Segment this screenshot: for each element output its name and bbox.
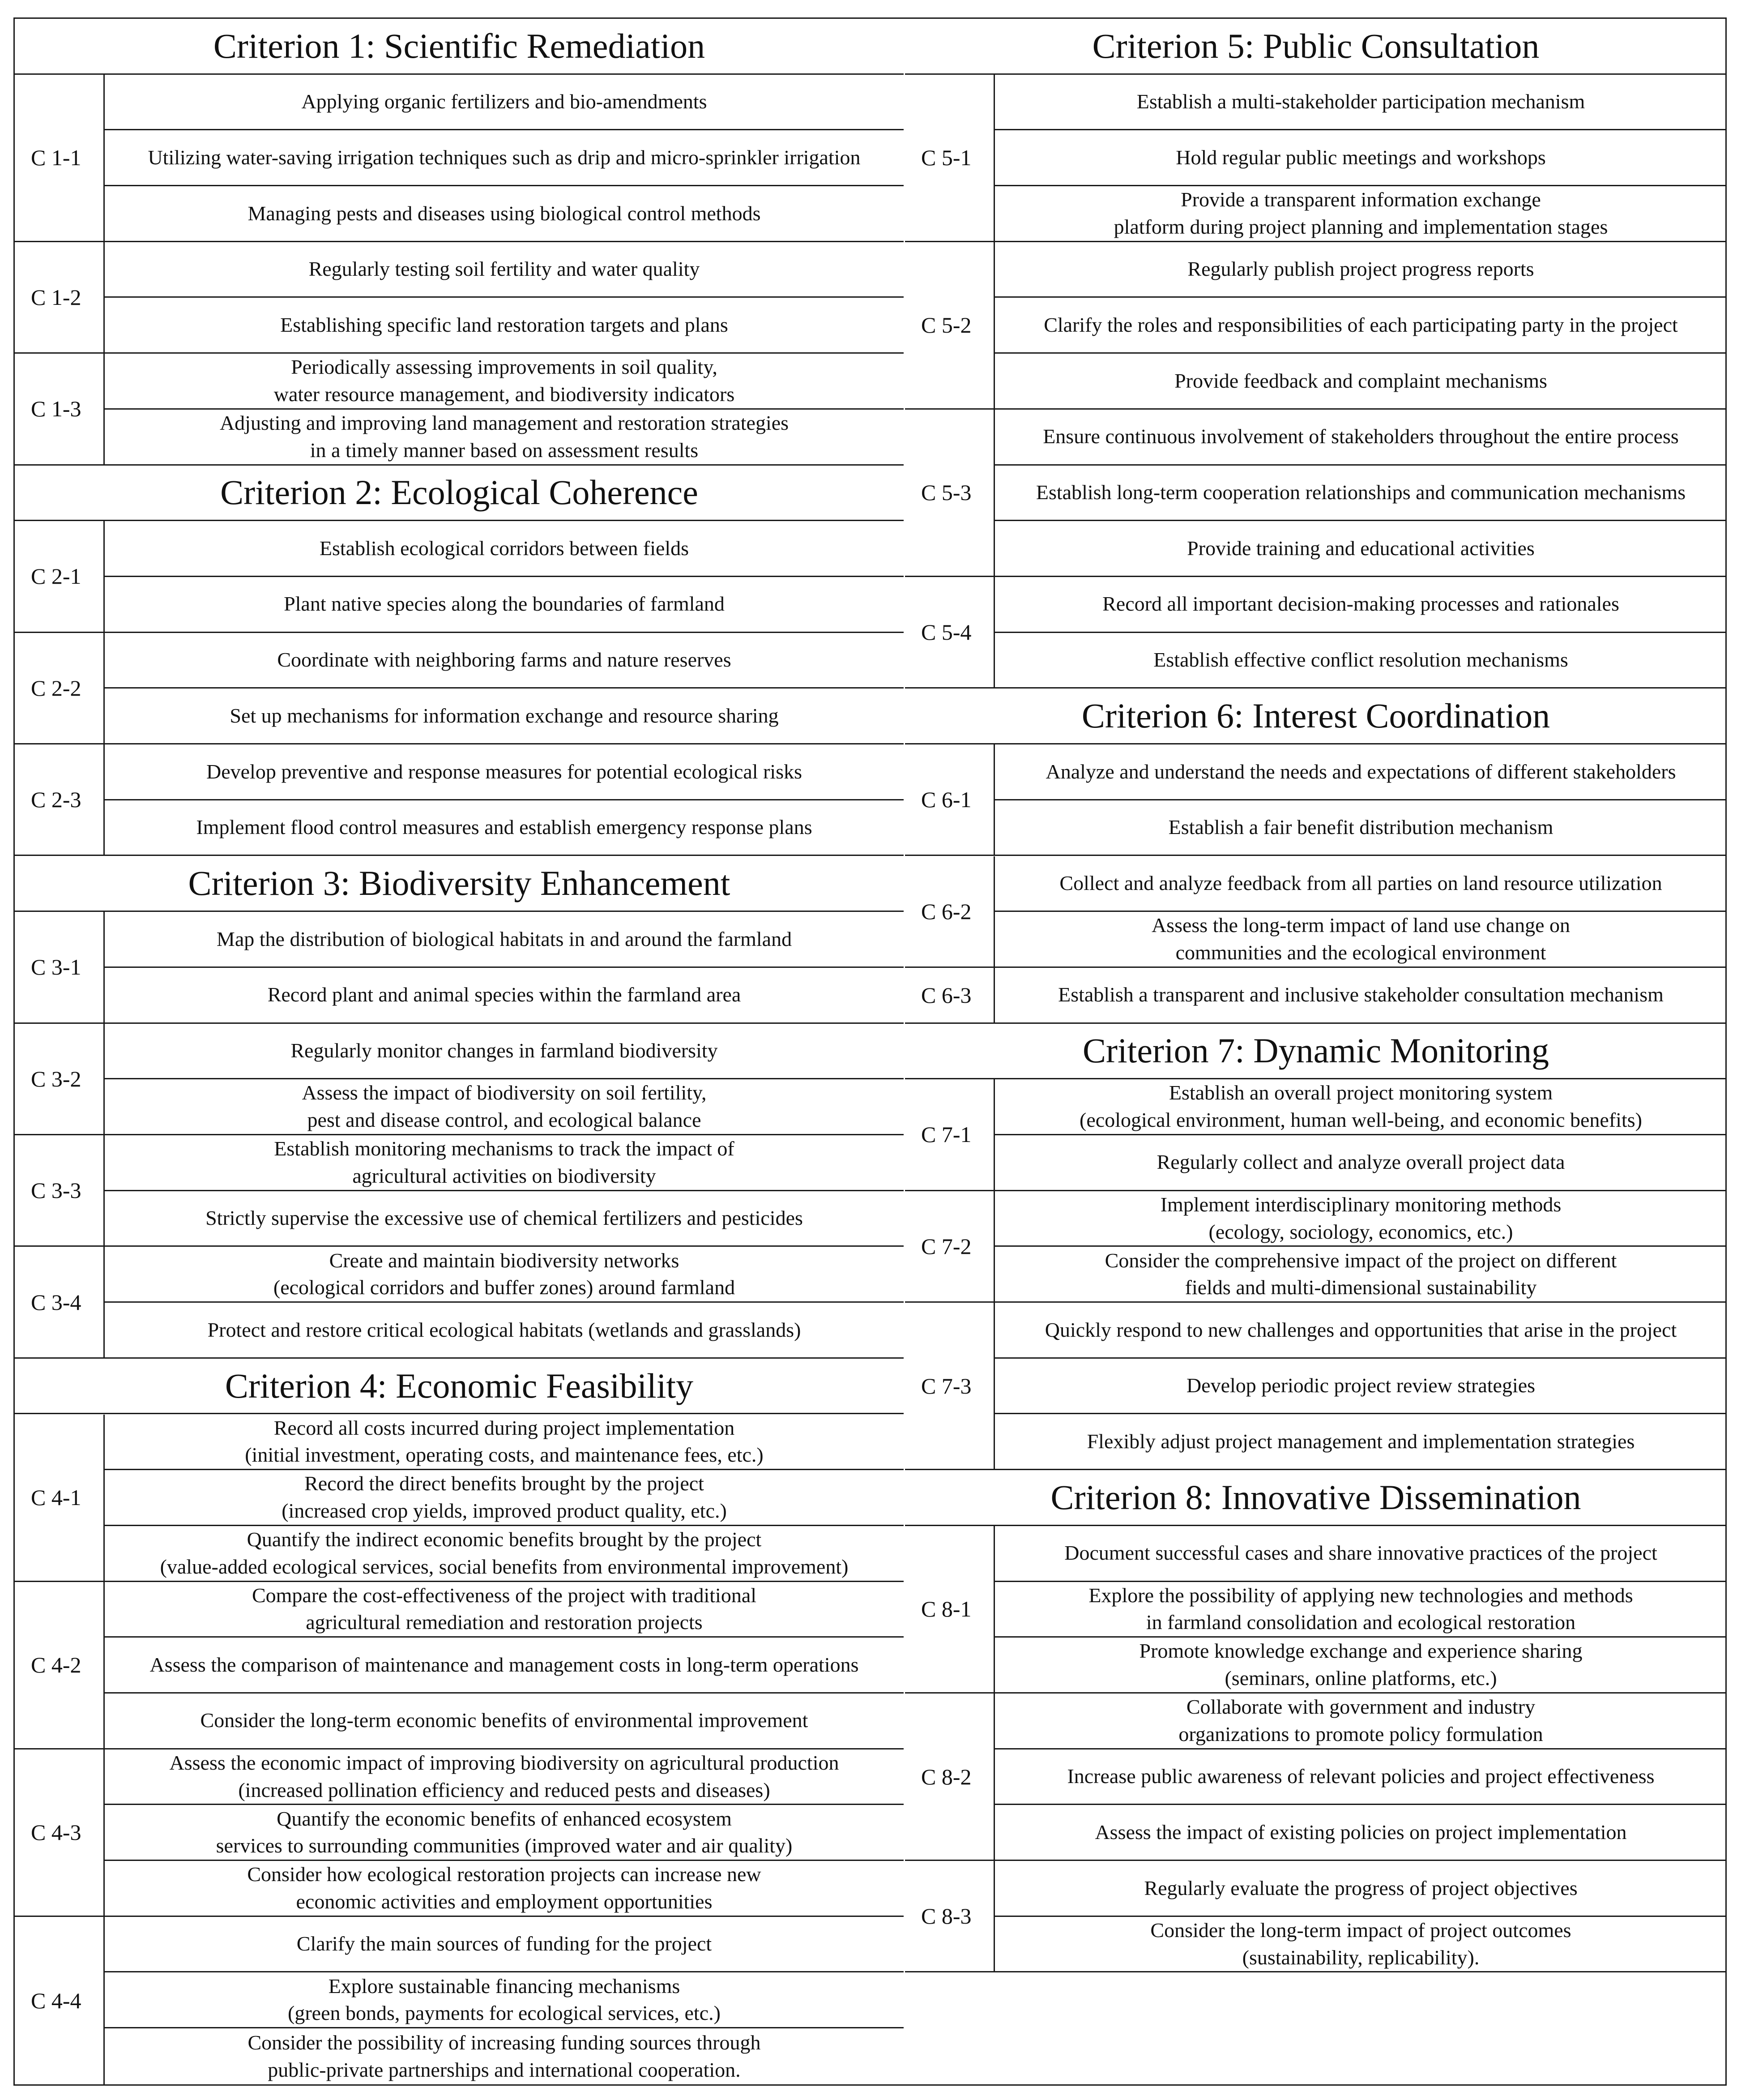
indicator-cell: [105, 298, 904, 354]
indicator-cell: [995, 1805, 1727, 1861]
indicator-cell: [105, 75, 904, 131]
indicator-cell: [105, 1582, 904, 1638]
sub-criterion-code: C 5-3: [905, 410, 995, 577]
criterion-header-criterion-3: Criterion 3: Biodiversity Enhancement: [15, 856, 904, 912]
indicator-text: Increase public awareness of relevant policies and project effectiveness: [1067, 1765, 1655, 1788]
indicator-cell: [995, 410, 1727, 466]
sub-criterion-code: C 3-3: [15, 1135, 105, 1247]
indicator-cell: [105, 521, 904, 577]
indicator-text: Consider the long-term economic benefits of environmental improvement: [200, 1709, 808, 1732]
indicator-cell: [995, 1749, 1727, 1805]
sub-criterion-code: C 4-1: [15, 1415, 105, 1582]
indicator-cell: [105, 130, 904, 186]
sub-criterion-code: C 7-3: [905, 1303, 995, 1470]
sub-criterion-code: C 2-2: [15, 633, 105, 744]
indicator-text: Strictly supervise the excessive use of chemical fertilizers and pesticides: [205, 1206, 803, 1230]
indicator-cell: [105, 1303, 904, 1359]
sub-criterion-code: C 4-2: [15, 1582, 105, 1749]
indicator-cell: [105, 1638, 904, 1694]
criterion-header-criterion-8: Criterion 8: Innovative Dissemination: [905, 1470, 1727, 1526]
sub-criterion-code: C 2-3: [15, 744, 105, 856]
indicator-text: Regularly publish project progress reports: [1187, 257, 1534, 281]
indicator-cell: [105, 1135, 904, 1191]
indicator-text: Ensure continuous involvement of stakeholders throughout the entire process: [1043, 425, 1679, 448]
indicator-text: Record all important decision-making processes and rationales: [1102, 592, 1619, 616]
sub-criterion-code: C 3-2: [15, 1024, 105, 1135]
indicator-text: Implement interdisciplinary monitoring methods (ecology, sociology, economics, etc.): [1160, 1193, 1562, 1243]
indicator-cell: [995, 75, 1727, 131]
indicator-text: Quantify the economic benefits of enhanced ecosystem services to surrounding communities (improved water and air quality): [216, 1807, 793, 1857]
indicator-cell: [995, 1526, 1727, 1582]
indicator-cell: [105, 1415, 904, 1471]
sub-criterion-code: C 1-2: [15, 242, 105, 354]
indicator-text: Clarify the main sources of funding for the project: [296, 1932, 712, 1955]
indicator-cell: [995, 1582, 1727, 1638]
indicator-cell: [995, 1079, 1727, 1135]
indicator-text: Managing pests and diseases using biological control methods: [248, 201, 761, 225]
indicator-cell: [995, 1415, 1727, 1471]
indicator-cell: [105, 912, 904, 968]
indicator-cell: [995, 1135, 1727, 1191]
indicator-cell: [105, 1749, 904, 1805]
sub-criterion-code: C 8-1: [905, 1526, 995, 1694]
criterion-header-criterion-1: Criterion 1: Scientific Remediation: [15, 19, 904, 75]
indicator-cell: [105, 1470, 904, 1526]
indicator-text: Develop preventive and response measures for potential ecological risks: [206, 760, 802, 783]
indicator-cell: [105, 410, 904, 466]
indicator-cell: [105, 1861, 904, 1917]
sub-criterion-code: C 7-1: [905, 1079, 995, 1191]
indicator-text: Adjusting and improving land management and restoration strategies in a timely manner based on assessment results: [219, 411, 789, 462]
indicator-cell: [995, 856, 1727, 912]
indicator-text: Plant native species along the boundaries of farmland: [284, 592, 725, 616]
indicator-cell: [995, 354, 1727, 410]
indicator-text: Protect and restore critical ecological habitats (wetlands and grasslands): [207, 1318, 801, 1341]
indicator-text: Applying organic fertilizers and bio-amendments: [301, 90, 707, 113]
indicator-cell: [105, 1247, 904, 1303]
indicator-text: Hold regular public meetings and workshops: [1176, 145, 1546, 169]
indicator-cell: [105, 1526, 904, 1582]
indicator-cell: [995, 298, 1727, 354]
indicator-text: Explore sustainable financing mechanisms (green bonds, payments for ecological services, etc.): [288, 1974, 721, 2025]
indicator-text: Develop periodic project review strategies: [1186, 1374, 1536, 1397]
indicator-text: Quantify the indirect economic benefits brought by the project (value-added ecological services, social benefits from environmental improvement): [160, 1528, 849, 1578]
indicator-text: Assess the economic impact of improving biodiversity on agricultural production (increased pollination efficiency and reduced pests and diseases): [169, 1751, 839, 1801]
criterion-header-criterion-4: Criterion 4: Economic Feasibility: [15, 1359, 904, 1415]
indicator-cell: [995, 968, 1727, 1024]
indicator-cell: [105, 968, 904, 1024]
indicator-text: Establish a multi-stakeholder participation mechanism: [1136, 90, 1585, 113]
indicator-text: Regularly monitor changes in farmland biodiversity: [290, 1039, 718, 1062]
indicator-cell: [105, 1191, 904, 1247]
indicator-cell: [995, 633, 1727, 689]
indicator-text: Consider how ecological restoration projects can increase new economic activities and employment opportunities: [247, 1863, 761, 1913]
indicator-text: Quickly respond to new challenges and opportunities that arise in the project: [1045, 1318, 1677, 1341]
indicator-text: Establish an overall project monitoring system (ecological environment, human well-being, and economic benefits): [1080, 1081, 1642, 1132]
sub-criterion-code: C 5-1: [905, 75, 995, 242]
indicator-cell: [105, 1079, 904, 1135]
indicator-text: Record all costs incurred during project implementation (initial investment, operating costs, and maintenance fees, etc.): [245, 1416, 764, 1467]
indicator-cell: [105, 577, 904, 633]
indicator-text: Implement flood control measures and establish emergency response plans: [196, 816, 812, 839]
indicator-text: Consider the possibility of increasing funding sources through public-private partnerships and international cooperation.: [248, 2031, 761, 2081]
indicator-text: Create and maintain biodiversity networks (ecological corridors and buffer zones) around farmland: [273, 1249, 735, 1299]
sub-criterion-code: C 6-1: [905, 744, 995, 856]
indicator-cell: [995, 1303, 1727, 1359]
sub-criterion-code: C 4-3: [15, 1749, 105, 1917]
indicator-cell: [995, 912, 1727, 968]
indicator-cell: [995, 1694, 1727, 1749]
indicator-cell: [995, 242, 1727, 298]
indicator-text: Promote knowledge exchange and experience sharing (seminars, online platforms, etc.): [1139, 1639, 1583, 1690]
indicator-cell: [995, 186, 1727, 242]
indicator-cell: [105, 2028, 904, 2084]
indicator-text: Analyze and understand the needs and expectations of different stakeholders: [1046, 760, 1676, 783]
indicator-text: Provide feedback and complaint mechanisms: [1174, 369, 1547, 392]
indicator-cell: [995, 1861, 1727, 1917]
indicator-cell: [995, 744, 1727, 800]
indicator-cell: [105, 354, 904, 410]
indicator-cell: [995, 1191, 1727, 1247]
sub-criterion-code: C 1-3: [15, 354, 105, 465]
indicator-text: Establish a transparent and inclusive stakeholder consultation mechanism: [1058, 983, 1664, 1006]
indicator-cell: [105, 800, 904, 856]
indicator-text: Consider the comprehensive impact of the project on different fields and multi-dimensional sustainability: [1105, 1249, 1617, 1299]
indicator-text: Assess the comparison of maintenance and management costs in long-term operations: [149, 1653, 859, 1676]
indicator-cell: [105, 186, 904, 242]
sub-criterion-code: C 6-2: [905, 856, 995, 968]
indicator-cell: [995, 800, 1727, 856]
indicator-text: Regularly evaluate the progress of project objectives: [1144, 1876, 1578, 1899]
indicator-cell: [995, 577, 1727, 633]
indicator-text: Explore the possibility of applying new technologies and methods in farmland consolidation and ecological restoration: [1088, 1583, 1633, 1634]
sub-criterion-code: C 4-4: [15, 1917, 105, 2084]
indicator-text: Establish a fair benefit distribution mechanism: [1168, 816, 1553, 839]
criterion-header-criterion-2: Criterion 2: Ecological Coherence: [15, 466, 904, 522]
indicator-text: Assess the impact of biodiversity on soil fertility, pest and disease control, and ecological balance: [302, 1081, 707, 1132]
indicator-text: Establish ecological corridors between fields: [319, 536, 689, 560]
indicator-text: Establish monitoring mechanisms to track the impact of agricultural activities on biodiversity: [274, 1137, 734, 1187]
indicator-cell: [105, 744, 904, 800]
indicator-text: Record the direct benefits brought by the project (increased crop yields, improved product quality, etc.): [282, 1472, 727, 1523]
indicator-cell: [995, 1638, 1727, 1694]
sub-criterion-code: C 2-1: [15, 521, 105, 633]
indicator-text: Set up mechanisms for information exchange and resource sharing: [230, 704, 779, 727]
indicator-cell: [105, 1973, 904, 2029]
indicator-text: Provide a transparent information exchange platform during project planning and implementation stages: [1114, 188, 1608, 238]
indicator-text: Provide training and educational activities: [1187, 536, 1535, 560]
criteria-table: [13, 17, 1727, 2086]
indicator-text: Regularly testing soil fertility and water quality: [308, 257, 700, 281]
indicator-cell: [105, 1024, 904, 1080]
indicator-text: Coordinate with neighboring farms and nature reserves: [277, 648, 731, 671]
indicator-text: Consider the long-term impact of project outcomes (sustainability, replicability).: [1150, 1918, 1571, 1969]
indicator-text: Clarify the roles and responsibilities of each participating party in the project: [1044, 313, 1678, 336]
indicator-text: Compare the cost-effectiveness of the project with traditional agricultural remediation and restoration projects: [252, 1583, 757, 1634]
indicator-text: Assess the long-term impact of land use change on communities and the ecological environment: [1151, 914, 1571, 964]
indicator-text: Collect and analyze feedback from all parties on land resource utilization: [1059, 871, 1662, 894]
criterion-header-criterion-7: Criterion 7: Dynamic Monitoring: [905, 1024, 1727, 1080]
indicator-cell: [995, 1247, 1727, 1303]
sub-criterion-code: C 3-1: [15, 912, 105, 1023]
indicator-text: Record plant and animal species within the farmland area: [267, 983, 741, 1006]
indicator-cell: [105, 1805, 904, 1861]
indicator-cell: [995, 1359, 1727, 1415]
sub-criterion-code: C 5-4: [905, 577, 995, 689]
indicator-cell: [995, 1917, 1727, 1973]
indicator-text: Establish effective conflict resolution mechanisms: [1153, 648, 1568, 671]
indicator-cell: [105, 1694, 904, 1749]
sub-criterion-code: C 3-4: [15, 1247, 105, 1358]
indicator-cell: [995, 130, 1727, 186]
indicator-cell: [995, 521, 1727, 577]
sub-criterion-code: C 6-3: [905, 968, 995, 1024]
indicator-text: Collaborate with government and industry organizations to promote policy formulation: [1178, 1695, 1543, 1745]
criterion-header-criterion-5: Criterion 5: Public Consultation: [905, 19, 1727, 75]
criterion-header-criterion-6: Criterion 6: Interest Coordination: [905, 689, 1727, 744]
indicator-text: Map the distribution of biological habitats in and around the farmland: [216, 927, 792, 950]
sub-criterion-code: C 8-2: [905, 1694, 995, 1861]
indicator-text: Assess the impact of existing policies on project implementation: [1095, 1820, 1627, 1843]
sub-criterion-code: C 5-2: [905, 242, 995, 410]
indicator-text: Flexibly adjust project management and implementation strategies: [1087, 1429, 1635, 1453]
indicator-text: Periodically assessing improvements in soil quality, water resource management, and biodiversity indicators: [273, 355, 735, 406]
indicator-cell: [105, 689, 904, 744]
indicator-text: Establish long-term cooperation relationships and communication mechanisms: [1036, 481, 1686, 504]
indicator-cell: [105, 1917, 904, 1973]
indicator-text: Document successful cases and share innovative practices of the project: [1064, 1541, 1657, 1565]
sub-criterion-code: C 7-2: [905, 1191, 995, 1303]
indicator-text: Establishing specific land restoration targets and plans: [280, 313, 728, 336]
sub-criterion-code: C 8-3: [905, 1861, 995, 1972]
indicator-text: Utilizing water-saving irrigation techniques such as drip and micro-sprinkler irrigation: [148, 145, 861, 169]
indicator-cell: [105, 633, 904, 689]
indicator-text: Regularly collect and analyze overall project data: [1157, 1151, 1565, 1174]
sub-criterion-code: C 1-1: [15, 75, 105, 242]
indicator-cell: [105, 242, 904, 298]
indicator-cell: [995, 466, 1727, 522]
